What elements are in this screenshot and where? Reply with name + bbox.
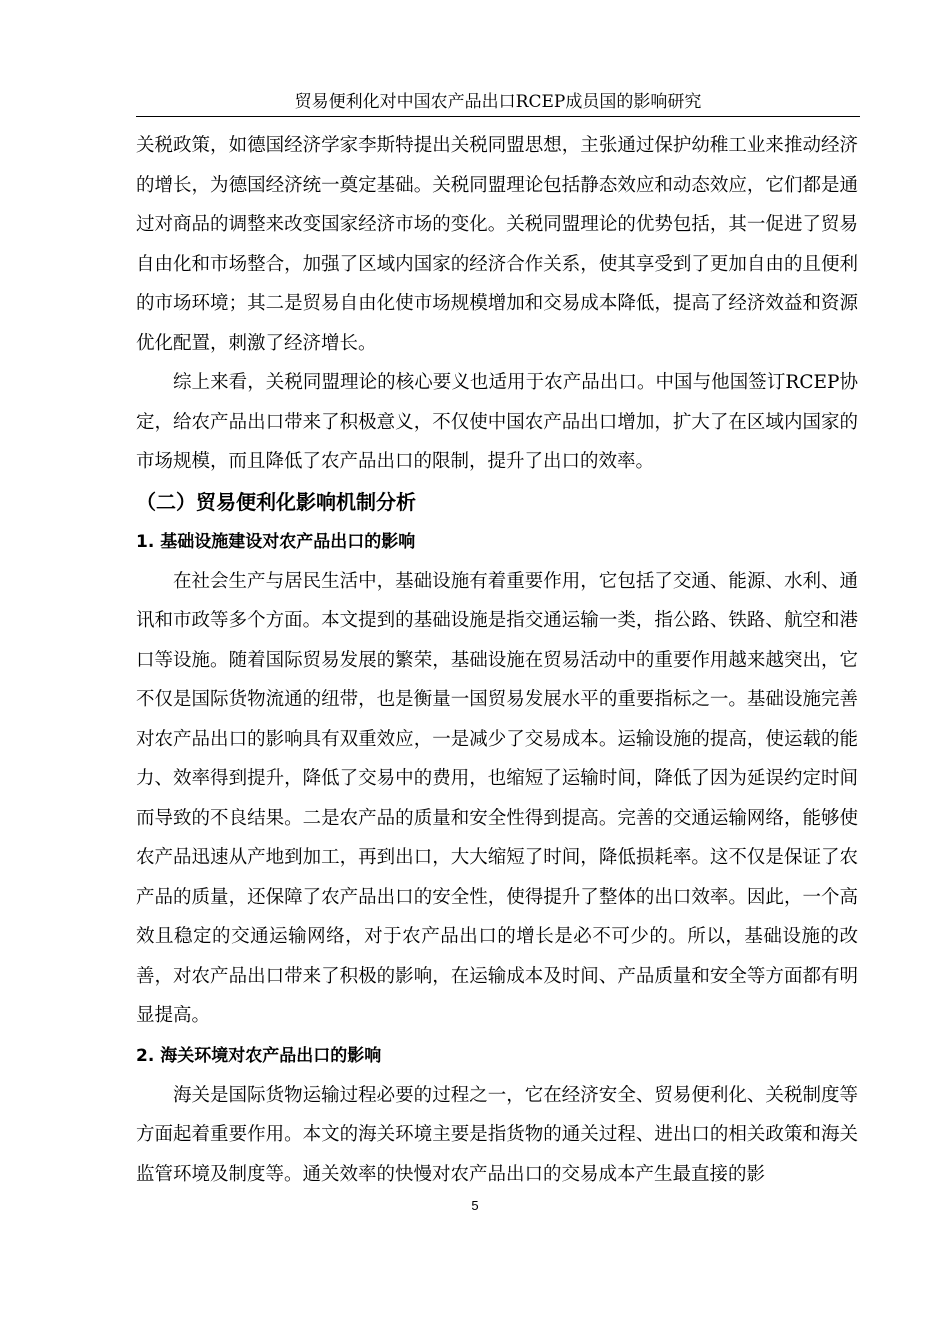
running-header: 贸易便利化对中国农产品出口RCEP成员国的影响研究 [136,88,860,117]
paragraph-customs: 海关是国际货物运输过程必要的过程之一，它在经济安全、贸易便利化、关税制度等方面起着重要作用。本文的海关环境主要是指货物的通关过程、进出口的相关政策和海关监管环境及制度等。通关效率的快慢对农产品出口的交易成本产生最直接的影 [136,1084,858,1185]
paragraph-summary: 综上来看，关税同盟理论的核心要义也适用于农产品出口。中国与他国签订RCEP协定，给农产品出口带来了积极意义，不仅使中国农产品出口增加，扩大了在区域内国家的市场规模，而且降低了农产品出口的限制，提升了出口的效率。 [136,372,858,472]
paragraph-infrastructure: 在社会生产与居民生活中，基础设施有着重要作用，它包括了交通、能源、水利、通讯和市政等多个方面。本文提到的基础设施是指交通运输一类，指公路、铁路、航空和港口等设施。随着国际贸易发展的繁荣，基础设施在贸易活动中的重要作用越来越突出，它不仅是国际货物流通的纽带，也是衡量一国贸易发展水平的重要指标之一。基础设施完善对农产品出口的影响具有双重效应，一是减少了交易成本。运输设施的提高，使运载的能力、效率得到提升，降低了交易中的费用，也缩短了运输时间，降低了因为延误约定时间而导致的不良结果。二是农产品的质量和安全性得到提高。完善的交通运输网络，能够使农产品迅速从产地到加工，再到出口，大大缩短了时间，降低损耗率。这不仅是保证了农产品的质量，还保障了农产品出口的安全性，使得提升了整体的出口效率。因此，一个高效且稳定的交通运输网络，对于农产品出口的增长是必不可少的。所以，基础设施的改善，对农产品出口带来了积极的影响，在运输成本及时间、产品质量和安全等方面都有明显提高。 [136,570,858,1026]
subsection-heading-infrastructure: 1. 基础设施建设对农产品出口的影响 [136,531,416,552]
subsection-heading-customs: 2. 海关环境对农产品出口的影响 [136,1045,382,1066]
page-number: 5 [471,1198,479,1213]
paragraph-tariff-union-continued: 关税政策，如德国经济学家李斯特提出关税同盟思想，主张通过保护幼稚工业来推动经济的增长，为德国经济统一奠定基础。关税同盟理论包括静态效应和动态效应，它们都是通过对商品的调整来改变国家经济市场的变化。关税同盟理论的优势包括，其一促进了贸易自由化和市场整合，加强了区域内国家的经济合作关系，使其享受到了更加自由的且便利的市场环境；其二是贸易自由化使市场规模增加和交易成本降低，提高了经济效益和资源优化配置，刺激了经济增长。 [136,135,858,354]
body-text [136,126,858,1194]
section-heading: （二）贸易便利化影响机制分析 [136,489,416,514]
